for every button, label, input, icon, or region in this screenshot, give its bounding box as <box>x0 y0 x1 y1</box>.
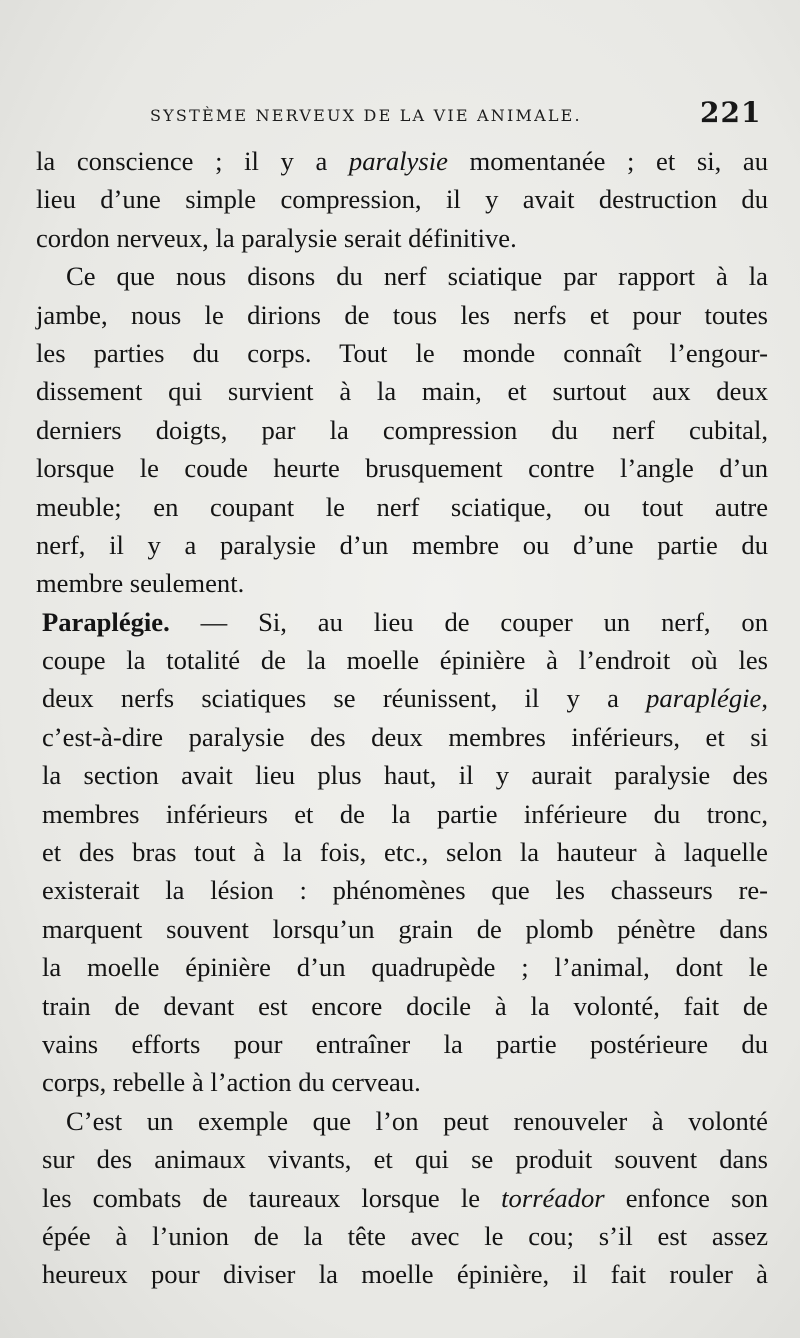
text-run: membre seulement. <box>36 568 245 599</box>
text-run: deux nerfs sciatiques se réunissent, il y a <box>42 683 647 714</box>
text-run: cordon nerveux, la paralysie serait définitive. <box>36 222 517 253</box>
text-run: derniers doigts, par la compression du nerf cubital, <box>36 414 768 445</box>
text-run: existerait la lésion : phénomènes que les chasseurs re- <box>42 875 768 906</box>
text-run: la section avait lieu plus haut, il y aurait paralysie des <box>42 760 768 791</box>
text-line <box>36 1025 768 1063</box>
text-line <box>36 411 768 449</box>
text-run: momentanée ; et si, au <box>447 146 768 176</box>
text-line <box>36 603 768 641</box>
text-line <box>36 718 768 756</box>
text-run: c’est-à-dire paralysie des deux membres inférieurs, et si <box>42 721 768 752</box>
text-line <box>36 296 768 334</box>
text-run: C’est un exemple que l’on peut renouveler à volonté <box>66 1105 768 1136</box>
italic-term: paraplégie <box>646 683 762 714</box>
text-run: meuble; en coupant le nerf sciatique, ou tout autre <box>36 491 768 522</box>
text-line <box>36 795 768 833</box>
text-line <box>36 679 768 717</box>
text-run: heureux pour diviser la moelle épinière, il fait rouler à <box>42 1259 768 1290</box>
text-run: et des bras tout à la fois, etc., selon la hauteur à laquelle <box>42 837 768 868</box>
italic-term: torréador <box>501 1182 605 1213</box>
body-text <box>36 142 768 1294</box>
text-run: la conscience ; il y a <box>36 146 349 176</box>
text-line <box>36 1063 768 1101</box>
text-line <box>36 948 768 986</box>
text-run: sur des animaux vivants, et qui se produit souvent dans <box>42 1144 768 1175</box>
text-line <box>36 257 768 295</box>
text-run: vains efforts pour entraîner la partie postérieure du <box>42 1028 768 1059</box>
page-number: 221 <box>700 96 762 129</box>
text-run: dissement qui survient à la main, et surtout aux deux <box>36 376 768 407</box>
text-line <box>36 142 768 180</box>
text-line <box>36 564 768 602</box>
text-run: membres inférieurs et de la partie inférieure du tronc, <box>42 798 768 829</box>
text-run: la moelle épinière d’un quadrupède ; l’animal, dont le <box>42 952 768 983</box>
text-line <box>36 1140 768 1178</box>
running-head <box>0 96 800 136</box>
section-heading: Paraplégie. <box>42 606 170 637</box>
text-run: nerf, il y a paralysie d’un membre ou d’une partie du <box>36 529 768 560</box>
text-line <box>36 1179 768 1217</box>
text-line <box>36 334 768 372</box>
text-run: — Si, au lieu de couper un nerf, on <box>169 606 768 637</box>
text-run: marquent souvent lorsqu’un grain de plomb pénètre dans <box>42 913 768 944</box>
text-run: jambe, nous le dirions de tous les nerfs et pour toutes <box>36 299 768 330</box>
text-run: les parties du corps. Tout le monde connaît l’engour- <box>36 337 768 368</box>
text-line <box>36 488 768 526</box>
text-line <box>36 219 768 257</box>
text-run: , <box>761 683 768 714</box>
text-run: Ce que nous disons du nerf sciatique par rapport à la <box>66 261 768 292</box>
text-run: les combats de taureaux lorsque le <box>42 1182 502 1213</box>
text-line <box>36 1102 768 1140</box>
text-line <box>36 871 768 909</box>
text-run: lieu d’une simple compression, il y avait destruction du <box>36 184 768 215</box>
text-run: coupe la totalité de la moelle épinière à l’endroit où les <box>42 645 768 676</box>
text-run: épée à l’union de la tête avec le cou; s’il est assez <box>42 1220 768 1251</box>
text-line <box>36 987 768 1025</box>
text-line <box>36 526 768 564</box>
text-line <box>36 1255 768 1293</box>
text-run: enfonce son <box>604 1182 768 1213</box>
text-run: train de devant est encore docile à la volonté, fait de <box>42 990 768 1021</box>
text-line <box>36 910 768 948</box>
text-line <box>36 641 768 679</box>
text-line <box>36 833 768 871</box>
text-run: corps, rebelle à l’action du cerveau. <box>42 1067 421 1098</box>
text-run: lorsque le coude heurte brusquement contre l’angle d’un <box>36 453 768 484</box>
text-line <box>36 180 768 218</box>
running-head-title: SYSTÈME NERVEUX DE LA VIE ANIMALE. <box>150 106 582 125</box>
italic-term: paralysie <box>348 146 448 176</box>
text-line <box>36 372 768 410</box>
text-line <box>36 756 768 794</box>
text-line <box>36 449 768 487</box>
text-line <box>36 1217 768 1255</box>
